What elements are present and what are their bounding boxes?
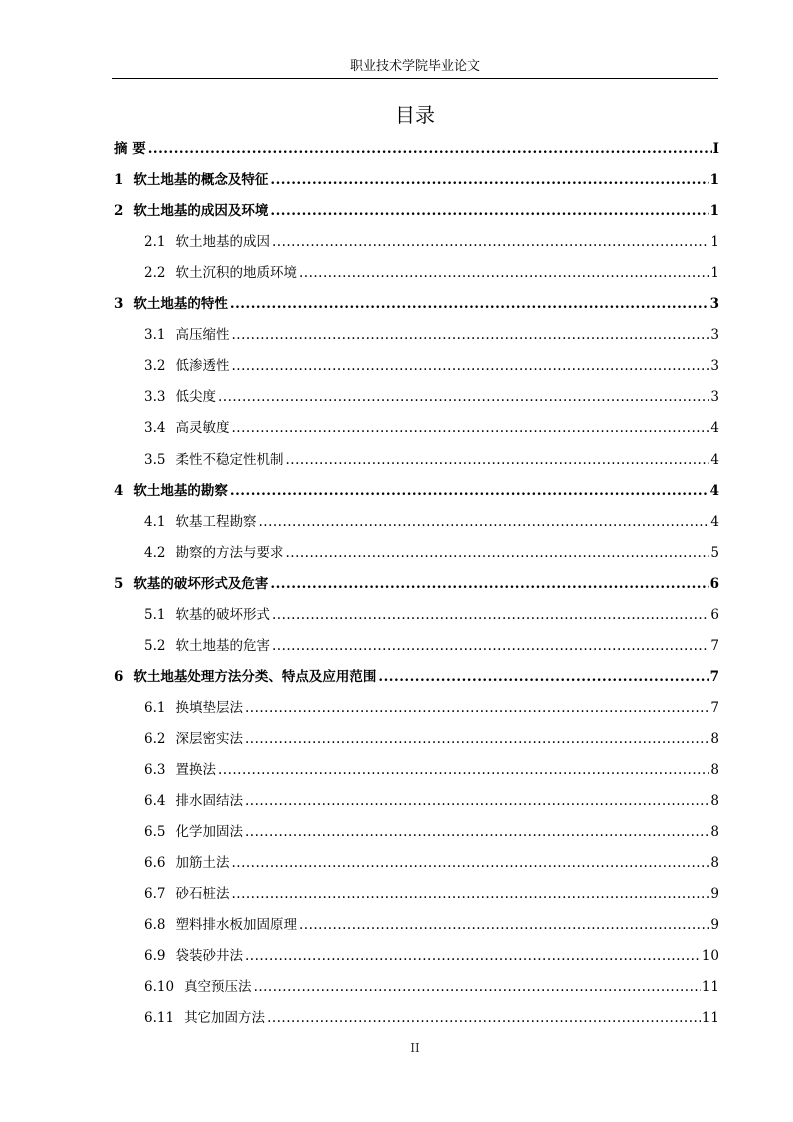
toc-entry-label: 低尖度	[175, 389, 216, 406]
toc-entry-page: 1	[710, 234, 719, 251]
toc-entry-page: 3	[710, 327, 719, 344]
toc-dot-leader	[231, 883, 709, 905]
toc-entry-number: 6.7	[144, 886, 166, 903]
toc-entry-number: 4.2	[144, 544, 166, 561]
header-rule	[112, 78, 718, 79]
toc-entry-label: 高灵敏度	[175, 420, 230, 437]
toc-entry[interactable]	[144, 231, 719, 253]
toc-entry[interactable]	[114, 666, 719, 688]
toc-entry[interactable]	[144, 355, 719, 377]
toc-entry-page: 3	[710, 389, 719, 406]
toc-entry-label: 排水固结法	[175, 793, 243, 810]
toc-entry[interactable]	[144, 542, 719, 564]
toc-entry[interactable]	[114, 200, 719, 222]
toc-entry[interactable]	[144, 852, 719, 874]
toc-entry[interactable]	[144, 945, 719, 967]
toc-title: 目录	[395, 103, 435, 127]
toc-entry-page: I	[712, 141, 719, 157]
toc-dot-leader	[218, 759, 709, 781]
toc-entry[interactable]	[144, 728, 719, 750]
toc-entry[interactable]	[144, 449, 719, 471]
toc-dot-leader	[254, 976, 701, 998]
toc-entry-page: 6	[710, 606, 719, 623]
toc-entry-page: 6	[709, 575, 719, 592]
toc-dot-leader	[378, 666, 708, 688]
toc-entry-label: 柔性不稳定性机制	[175, 451, 284, 468]
toc-entry-number: 3.1	[144, 327, 166, 344]
toc-entry-page: 8	[710, 730, 719, 747]
toc-entry[interactable]	[144, 511, 719, 533]
toc-entry-number: 3.3	[144, 389, 166, 406]
toc-entry-label: 塑料排水板加固原理	[175, 917, 297, 934]
toc-entry[interactable]	[114, 573, 719, 595]
toc-entry-number: 3.4	[144, 420, 166, 437]
toc-entry-number: 6.1	[144, 699, 166, 716]
toc-entry-page: 8	[710, 762, 719, 778]
toc-entry-number: 6.3	[144, 762, 166, 778]
toc-entry-page: 4	[710, 420, 719, 437]
toc-entry-label: 软土地基的危害	[175, 637, 270, 654]
toc-entry-number: 2.2	[144, 265, 166, 282]
toc-entry[interactable]	[144, 976, 719, 998]
toc-entry[interactable]	[114, 480, 719, 502]
toc-entry-page: 1	[709, 172, 719, 189]
toc-entry[interactable]	[144, 790, 719, 812]
toc-entry-label: 软土地基的概念及特征	[133, 172, 269, 189]
toc-entry-number: 5.1	[144, 606, 166, 623]
toc-entry-page: 11	[701, 1010, 719, 1027]
toc-dot-leader	[245, 790, 709, 812]
toc-dot-leader	[267, 1007, 701, 1029]
toc-entry-number: 6.4	[144, 793, 166, 810]
toc-entry-label: 勘察的方法与要求	[175, 544, 284, 561]
toc-dot-leader	[230, 480, 709, 502]
toc-entry-page: 4	[710, 513, 719, 530]
toc-entry-page: 7	[710, 699, 719, 716]
toc-entry[interactable]	[144, 324, 719, 346]
toc-dot-leader	[245, 945, 701, 967]
toc-entry-number: 3.5	[144, 451, 166, 468]
toc-entry-label: 低渗透性	[175, 358, 230, 375]
toc-entry-label: 软土地基的成因	[175, 234, 270, 251]
toc-entry-number: 5	[114, 575, 124, 592]
toc-entry-label: 砂石桩法	[175, 886, 230, 903]
toc-dot-leader	[231, 324, 709, 346]
toc-dot-leader	[299, 262, 709, 284]
toc-dot-leader	[245, 728, 709, 750]
toc-dot-leader	[231, 355, 709, 377]
toc-entry-page: 8	[710, 855, 719, 872]
toc-entry-number: 3	[114, 296, 124, 313]
toc-entry-page: 1	[710, 265, 719, 282]
toc-entry[interactable]	[144, 604, 719, 626]
toc-entry-label: 其它加固方法	[184, 1010, 266, 1027]
toc-dot-leader	[272, 635, 709, 657]
toc-entry-page: 7	[710, 637, 719, 654]
toc-entry-page: 7	[709, 668, 719, 685]
toc-entry-label: 软土地基处理方法分类、特点及应用范围	[133, 668, 377, 685]
toc-entry[interactable]	[144, 821, 719, 843]
toc-dot-leader	[272, 604, 709, 626]
toc-entry-number: 4	[114, 482, 124, 499]
toc-dot-leader	[218, 386, 709, 408]
toc-entry-label: 袋装砂井法	[175, 948, 243, 965]
toc-dot-leader	[299, 914, 709, 936]
toc-dot-leader	[148, 138, 712, 160]
toc-entry-label: 高压缩性	[175, 327, 230, 344]
running-header: 职业技术学院毕业论文	[349, 59, 480, 74]
toc-entry-number: 6	[114, 668, 124, 685]
toc-entry-number: 6.10	[144, 979, 175, 996]
toc-entry-page: 1	[709, 203, 719, 220]
toc-entry-page: 3	[710, 358, 719, 375]
toc-entry-label: 深层密实法	[175, 730, 243, 747]
toc-entry-label: 加筋土法	[175, 855, 230, 872]
toc-entry-page: 3	[709, 296, 719, 313]
toc-entry-number: 6.9	[144, 948, 166, 965]
toc-entry-label: 摘 要	[114, 141, 146, 157]
toc-entry[interactable]	[144, 697, 719, 719]
toc-entry-label: 软基工程勘察	[175, 513, 257, 530]
toc-entry-number: 4.1	[144, 513, 166, 530]
toc-entry-label: 换填垫层法	[175, 699, 243, 716]
toc-dot-leader	[285, 449, 709, 471]
toc-entry[interactable]	[144, 759, 719, 781]
toc-entry-page: 4	[709, 482, 719, 499]
toc-entry-number: 1	[114, 172, 124, 189]
toc-entry-page: 9	[710, 886, 719, 903]
toc-entry-label: 软土沉积的地质环境	[175, 265, 297, 282]
toc-entry-page: 8	[710, 824, 719, 841]
toc-entry-number: 3.2	[144, 358, 166, 375]
toc-entry-number: 2.1	[144, 234, 166, 251]
toc-entry[interactable]	[144, 262, 719, 284]
toc-dot-leader	[231, 417, 709, 439]
page-number: II	[410, 1041, 420, 1055]
toc-entry[interactable]	[144, 1007, 719, 1029]
toc-entry[interactable]	[144, 914, 719, 936]
toc-entry[interactable]	[144, 386, 719, 408]
toc-entry[interactable]	[144, 635, 719, 657]
toc-entry-page: 5	[710, 544, 719, 561]
toc-entry-label: 软基的破坏形式	[175, 606, 270, 623]
toc-dot-leader	[285, 542, 709, 564]
toc-entry[interactable]	[114, 293, 719, 315]
toc-entry-page: 9	[710, 917, 719, 934]
toc-dot-leader	[272, 231, 709, 253]
toc-entry-label: 软基的破坏形式及危害	[133, 575, 269, 592]
toc-entry-page: 4	[710, 451, 719, 468]
toc-dot-leader	[270, 573, 708, 595]
toc-entry-number: 6.2	[144, 730, 166, 747]
toc-entry[interactable]	[144, 883, 719, 905]
toc-entry-label: 真空预压法	[184, 979, 252, 996]
toc-entry-label: 软土地基的勘察	[133, 482, 228, 499]
toc-entry-page: 11	[701, 979, 719, 996]
toc-entry-number: 6.11	[144, 1010, 175, 1027]
toc-entry[interactable]	[114, 169, 719, 191]
toc-dot-leader	[245, 821, 709, 843]
toc-entry-page: 10	[701, 948, 719, 965]
toc-entry-label: 化学加固法	[175, 824, 243, 841]
toc-entry[interactable]	[114, 138, 719, 160]
toc-entry-number: 6.5	[144, 824, 166, 841]
toc-entry-number: 2	[114, 203, 124, 220]
toc-entry-number: 6.6	[144, 855, 166, 872]
toc-entry-label: 置换法	[175, 762, 216, 778]
toc-entry-label: 软土地基的成因及环境	[133, 203, 269, 220]
toc-dot-leader	[230, 293, 709, 315]
toc-dot-leader	[231, 852, 709, 874]
toc-dot-leader	[245, 697, 709, 719]
toc-entry-number: 5.2	[144, 637, 166, 654]
toc-dot-leader	[258, 511, 709, 533]
toc-entry-page: 8	[710, 793, 719, 810]
toc-dot-leader	[270, 169, 708, 191]
toc-entry[interactable]	[144, 417, 719, 439]
toc-entry-number: 6.8	[144, 917, 166, 934]
toc-dot-leader	[270, 200, 708, 222]
toc-entry-label: 软土地基的特性	[133, 296, 228, 313]
